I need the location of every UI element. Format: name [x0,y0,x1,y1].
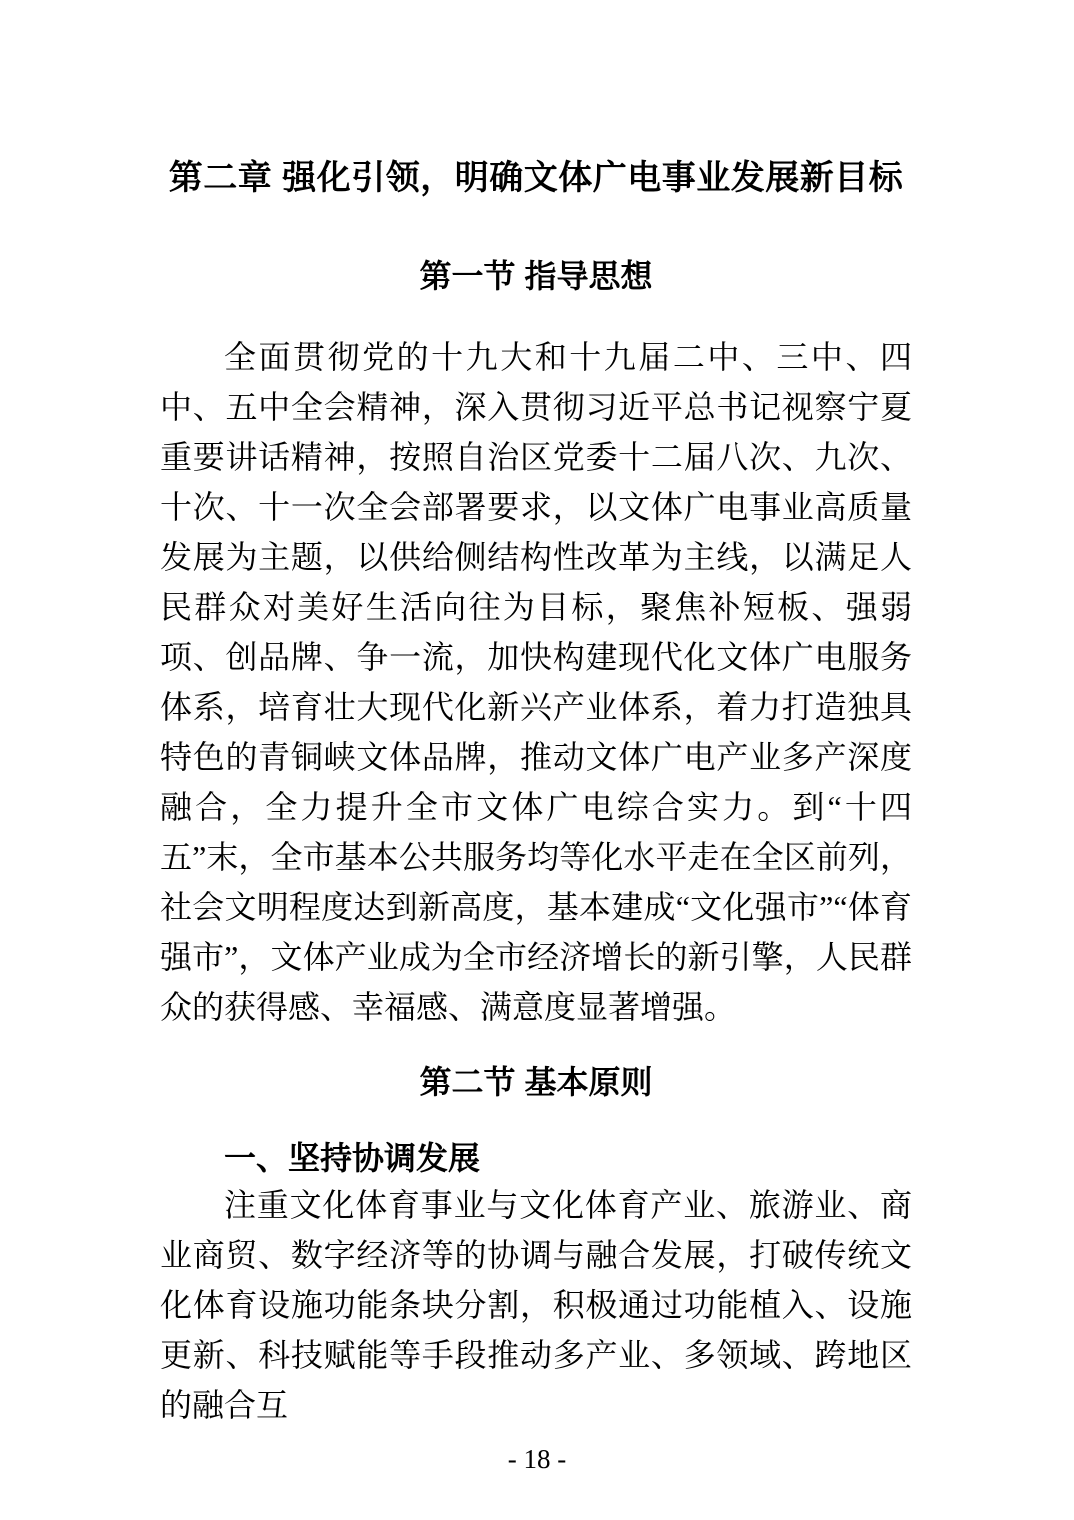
subsection-heading-1: 一、坚持协调发展 [224,1140,481,1176]
page-number: - 18 - [507,1444,567,1474]
chapter-title: 第二章 强化引领，明确文体广电事业发展新目标 [168,159,904,197]
subsection-1-paragraph: 注重文化体育事业与文化体育产业、旅游业、商业商贸、数字经济等的协调与融合发展，打破传统文化体育设施功能条块分割，积极通过功能植入、设施更新、科技赋能等手段推动多产业、多领域、跨地区的融合互 [160,1187,912,1423]
section-heading-2: 第二节 基本原则 [419,1064,653,1100]
section-1-paragraph: 全面贯彻党的十九大和十九届二中、三中、四中、五中全会精神，深入贯彻习近平总书记视察宁夏重要讲话精神，按照自治区党委十二届八次、九次、十次、十一次全会部署要求，以文体广电事业高质量发展为主题，以供给侧结构性改革为主线，以满足人民群众对美好生活向往为目标，聚焦补短板、强弱项、创品牌、争一流，加快构建现代化文体广电服务体系，培育壮大现代化新兴产业体系，着力打造独具特色的青铜峡文体品牌，推动文体广电产业多产深度融合，全力提升全市文体广电综合实力。到“十四五”末，全市基本公共服务均等化水平走在全区前列，社会文明程度达到新高度，基本建成“文化强市”“体育强市”，文体产业成为全市经济增长的新引擎，人民群众的获得感、幸福感、满意度显著增强。 [160,339,912,1025]
section-heading-1: 第一节 指导思想 [419,258,653,294]
